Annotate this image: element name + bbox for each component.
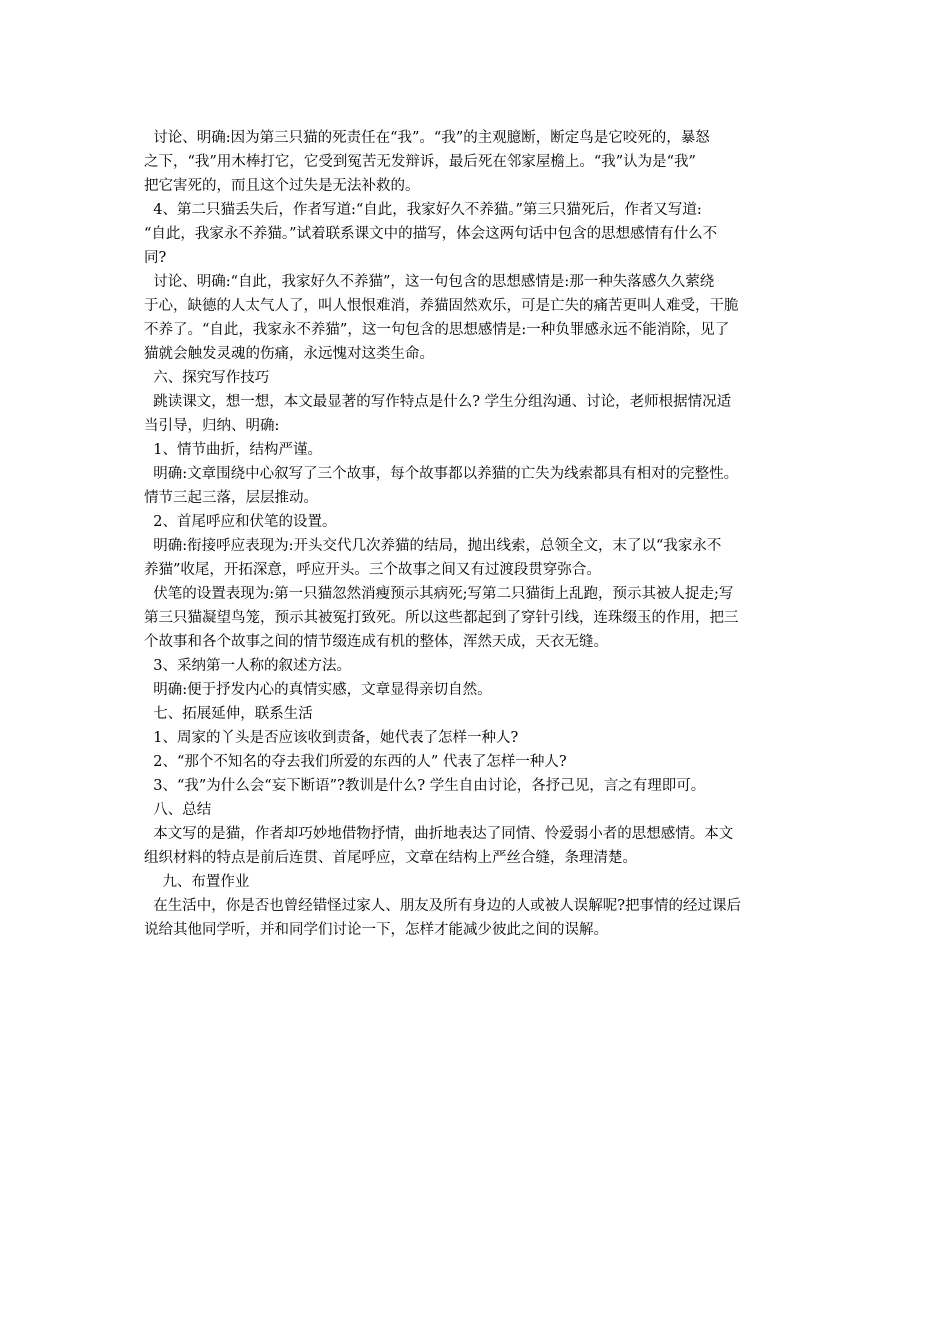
text-line: 明确:便于抒发内心的真情实感，文章显得亲切自然。 <box>144 682 492 698</box>
section-heading: 七、拓展延伸，联系生活 <box>144 706 313 722</box>
text-line: 组织材料的特点是前后连贯、首尾呼应，文章在结构上严丝合缝，条理清楚。 <box>144 850 637 866</box>
text-line: 3、采纳第一人称的叙述方法。 <box>144 658 351 674</box>
text-line: 个故事和各个故事之间的情节缀连成有机的整体，浑然天成，天衣无缝。 <box>144 634 608 650</box>
text-line: 3、“我”为什么会“妄下断语”?教训是什么? 学生自由讨论，各抒己见，言之有理即可。 <box>144 778 706 794</box>
text-line: 当引导，归纳、明确: <box>144 418 280 434</box>
text-line: 养猫”收尾，开拓深意，呼应开头。三个故事之间又有过渡段贯穿弥合。 <box>144 562 601 578</box>
text-line: “自此，我家永不养猫。”试着联系课文中的描写，体会这两句话中包含的思想感情有什么不 <box>144 226 718 242</box>
text-line: 讨论、明确:“自此，我家好久不养猫”，这一句包含的思想感情是:那一种失落感久久萦绕 <box>144 274 715 290</box>
text-line: 于心，缺德的人太气人了，叫人恨恨难消，养猫固然欢乐，可是亡失的痛苦更叫人难受，干脆 <box>144 298 739 314</box>
section-heading: 八、总结 <box>144 802 212 818</box>
text-line: 明确:文章围绕中心叙写了三个故事，每个故事都以养猫的亡失为线索都具有相对的完整性。 <box>144 466 739 482</box>
text-line: 在生活中，你是否也曾经错怪过家人、朋友及所有身边的人或被人误解呢?把事情的经过课后 <box>144 898 741 914</box>
text-line: 明确:衔接呼应表现为:开头交代几次养猫的结局，抛出线索，总领全文，末了以“我家永不 <box>144 538 722 554</box>
section-heading: 六、探究写作技巧 <box>144 370 270 386</box>
text-line: 讨论、明确:因为第三只猫的死责任在“我”。“我”的主观臆断，断定鸟是它咬死的，暴怒 <box>144 130 710 146</box>
text-line: 本文写的是猫，作者却巧妙地借物抒情，曲折地表达了同情、怜爱弱小者的思想感情。本文 <box>144 826 734 842</box>
text-line: 跳读课文，想一想，本文最显著的写作特点是什么? 学生分组沟通、讨论，老师根据情况适 <box>144 394 732 410</box>
text-line: 说给其他同学听，并和同学们讨论一下，怎样才能减少彼此之间的误解。 <box>144 922 608 938</box>
text-line: 2、“那个不知名的夺去我们所爱的东西的人” 代表了怎样一种人? <box>144 754 567 770</box>
text-line: 伏笔的设置表现为:第一只猫忽然消瘦预示其病死;写第二只猫街上乱跑，预示其被人捉走;写 <box>144 586 734 602</box>
text-line: 把它害死的，而且这个过失是无法补救的。 <box>144 178 420 194</box>
text-line: 1、周家的丫头是否应该收到责备，她代表了怎样一种人? <box>144 730 519 746</box>
document-page <box>144 126 809 942</box>
text-line: 同? <box>144 250 167 266</box>
text-line: 不养了。“自此，我家永不养猫”，这一句包含的思想感情是:一种负罪感永远不能消除，见了 <box>144 322 730 338</box>
text-line: 4、第二只猫丢失后，作者写道:“自此，我家好久不养猫。”第三只猫死后，作者又写道: <box>144 202 702 218</box>
text-line: 之下，“我”用木棒打它，它受到冤苦无发辩诉，最后死在邻家屋檐上。“我”认为是“我” <box>144 154 696 170</box>
text-line: 第三只猫凝望鸟笼，预示其被冤打致死。所以这些都起到了穿针引线，连珠缀玉的作用，把三 <box>144 610 739 626</box>
text-line: 猫就会触发灵魂的伤痛，永远愧对这类生命。 <box>144 346 434 362</box>
text-line: 情节三起三落，层层推动。 <box>144 490 318 506</box>
text-line: 2、首尾呼应和伏笔的设置。 <box>144 514 337 530</box>
text-line: 1、情节曲折，结构严谨。 <box>144 442 322 458</box>
section-heading: 九、布置作业 <box>144 874 250 890</box>
